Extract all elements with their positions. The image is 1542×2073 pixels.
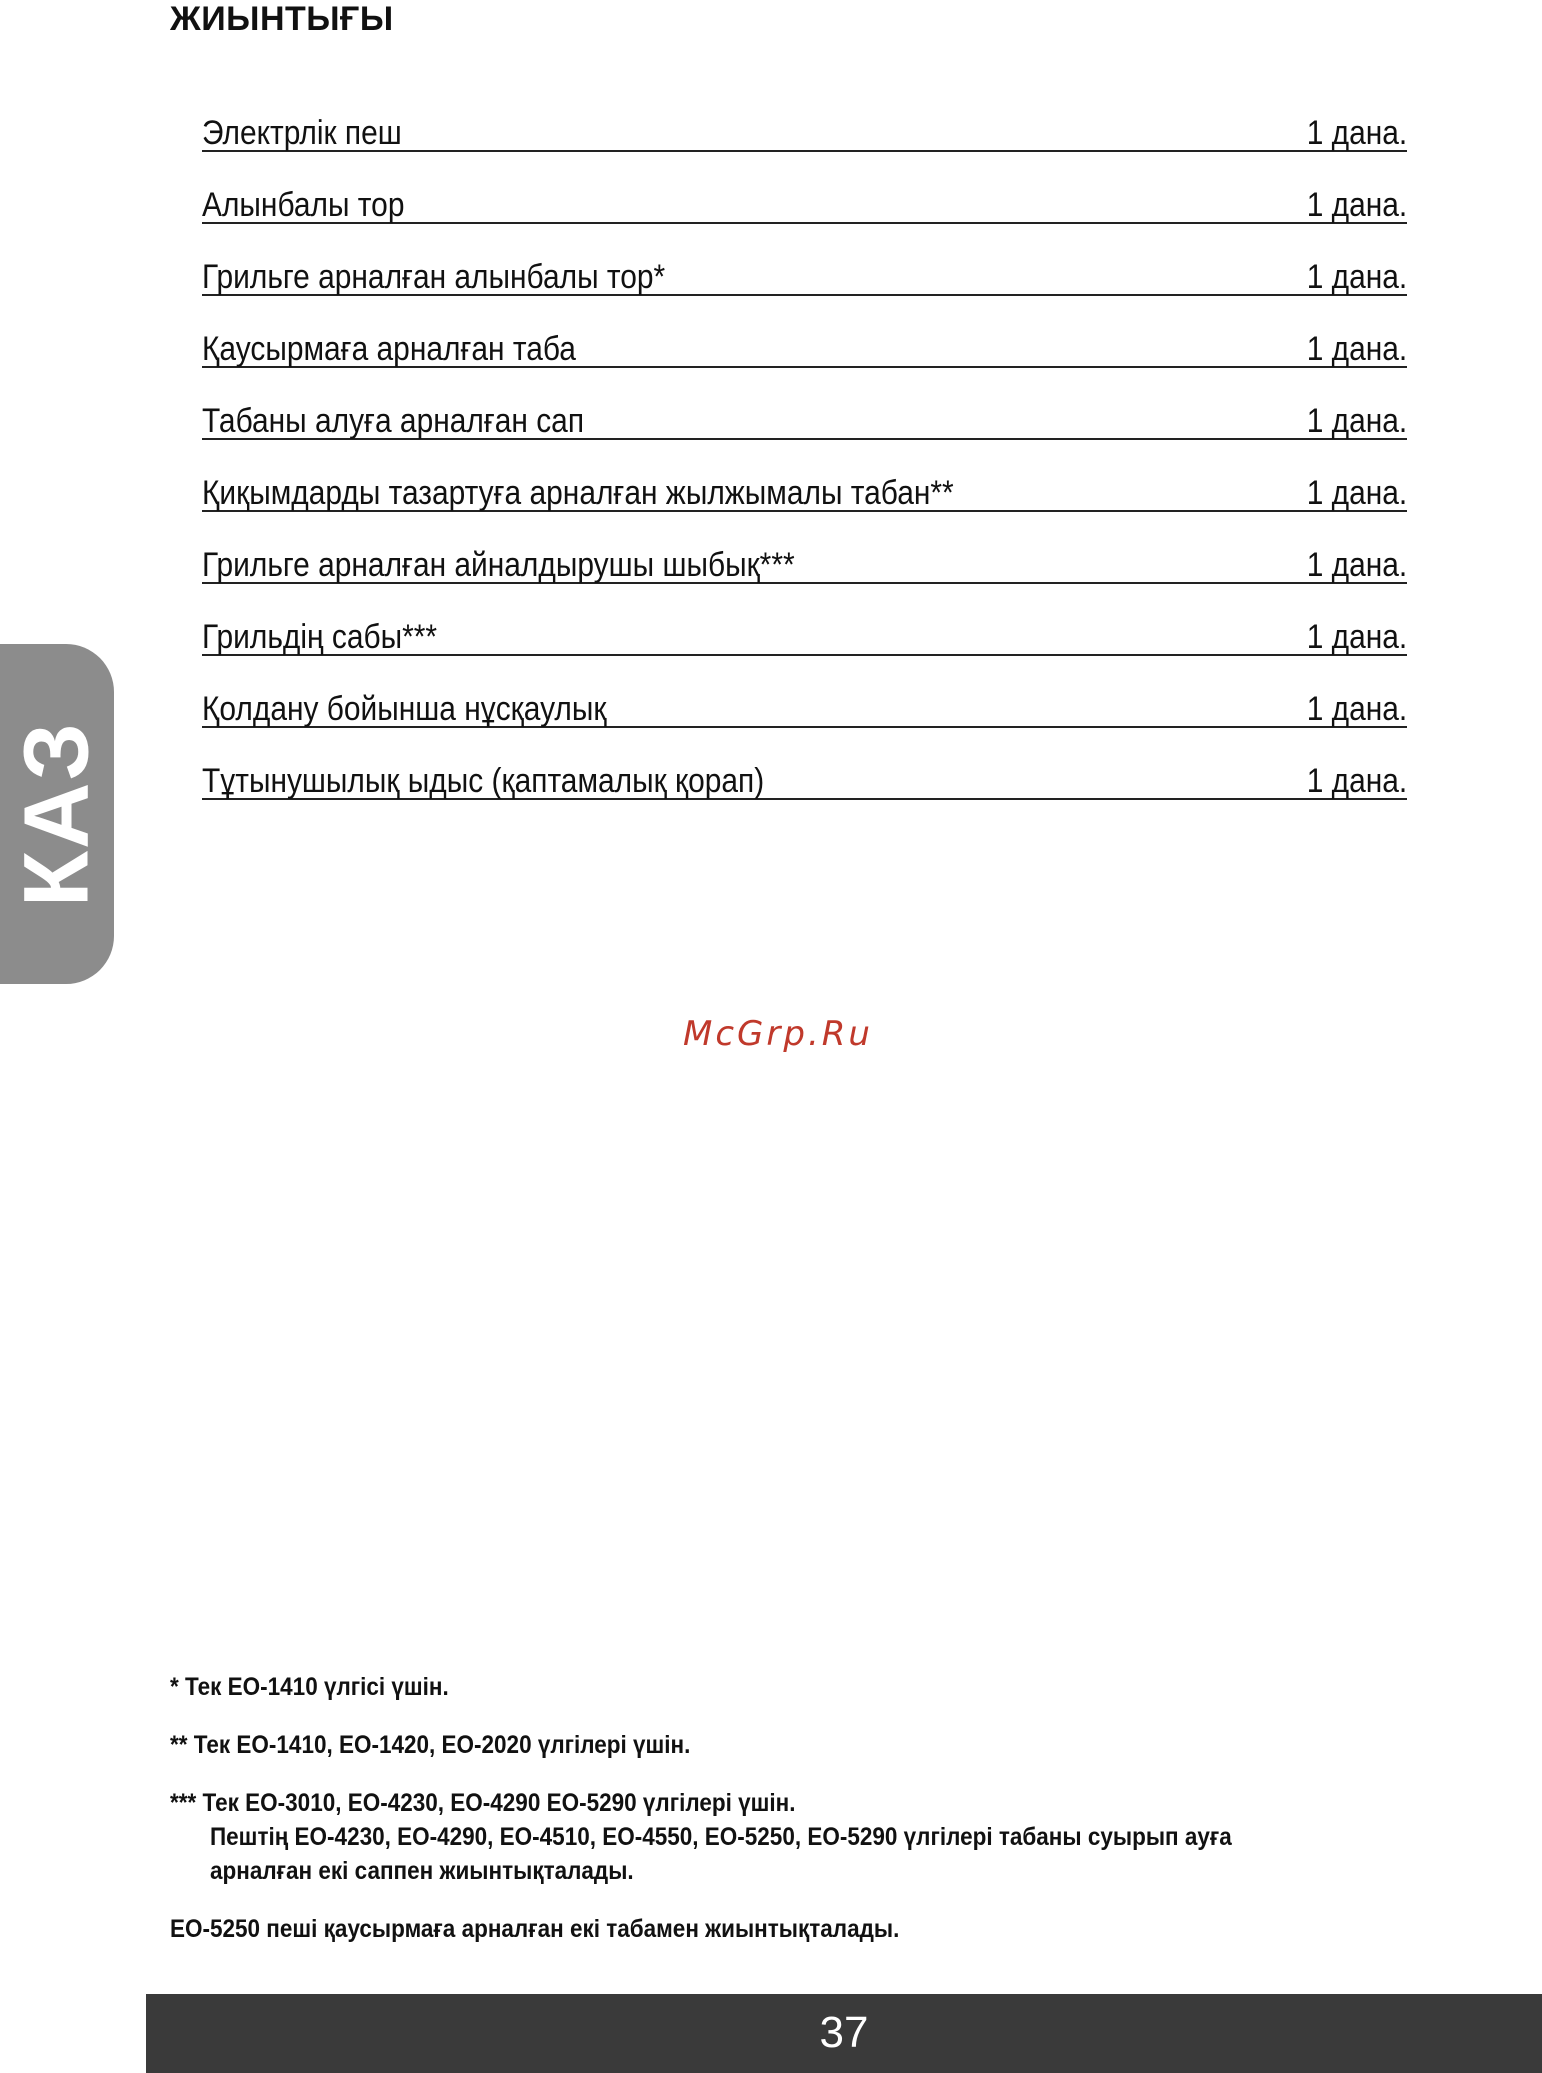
item-name: Электрлік пеш [202,114,402,152]
item-row [202,180,1407,224]
list-item [202,468,1407,540]
item-name: Қиқымдарды тазартуға арналған жылжымалы табан** [202,474,954,512]
footnote-3-line-3: арналған екі саппен жиынтықталады. [210,1857,634,1885]
list-item [202,252,1407,324]
item-row [202,756,1407,800]
language-side-tab [0,644,114,984]
page-number: 37 [819,2008,869,2057]
footnote-3: *** Тек EO-3010, EO-4230, EO-4290 EO-5290 үлгілері үшін. [170,1789,796,1817]
item-quantity: 1 дана. [1306,474,1407,512]
list-item [202,756,1407,828]
item-row [202,396,1407,440]
item-name: Грильге арналған алынбалы тор* [202,258,666,296]
list-item [202,108,1407,180]
section-title: ЖИЫНТЫҒЫ [170,0,394,38]
item-row [202,468,1407,512]
item-name: Қолдану бойынша нұсқаулық [202,690,607,728]
footnote-4: EO-5250 пеші қаусырмаға арналған екі табамен жиынтықталады. [170,1915,900,1943]
item-row [202,252,1407,296]
watermark-text: McGrp.Ru [683,1014,873,1054]
item-quantity: 1 дана. [1306,690,1407,728]
list-item [202,324,1407,396]
item-name: Тұтынушылық ыдыс (қаптамалық қорап) [202,762,765,800]
item-name: Табаны алуға арналған сап [202,402,585,440]
item-quantity: 1 дана. [1306,762,1407,800]
item-quantity: 1 дана. [1306,330,1407,368]
footnote-2: ** Тек EO-1410, EO-1420, EO-2020 үлгілері үшін. [170,1731,691,1759]
item-row [202,540,1407,584]
item-name: Алынбалы тор [202,186,405,224]
footer-bar [146,1994,1542,2073]
item-quantity: 1 дана. [1306,258,1407,296]
item-name: Грильге арналған айналдырушы шыбық*** [202,546,795,584]
footnote-1: * Тек EO-1410 үлгісі үшін. [170,1673,449,1701]
item-row [202,108,1407,152]
item-row [202,612,1407,656]
item-quantity: 1 дана. [1306,618,1407,656]
item-row [202,324,1407,368]
item-quantity: 1 дана. [1306,402,1407,440]
item-name: Грильдің сабы*** [202,618,438,656]
item-quantity: 1 дана. [1306,546,1407,584]
list-item [202,540,1407,612]
list-item [202,612,1407,684]
contents-list [202,108,1407,828]
item-quantity: 1 дана. [1306,114,1407,152]
list-item [202,180,1407,252]
list-item [202,396,1407,468]
language-tab-label: КАЗ [5,720,108,908]
footnote-3-line-2: Пештің EO-4230, EO-4290, EO-4510, EO-4550, EO-5250, EO-5290 үлгілері табаны суырып ауға [210,1823,1232,1851]
item-row [202,684,1407,728]
item-quantity: 1 дана. [1306,186,1407,224]
item-name: Қаусырмаға арналған таба [202,330,576,368]
list-item [202,684,1407,756]
